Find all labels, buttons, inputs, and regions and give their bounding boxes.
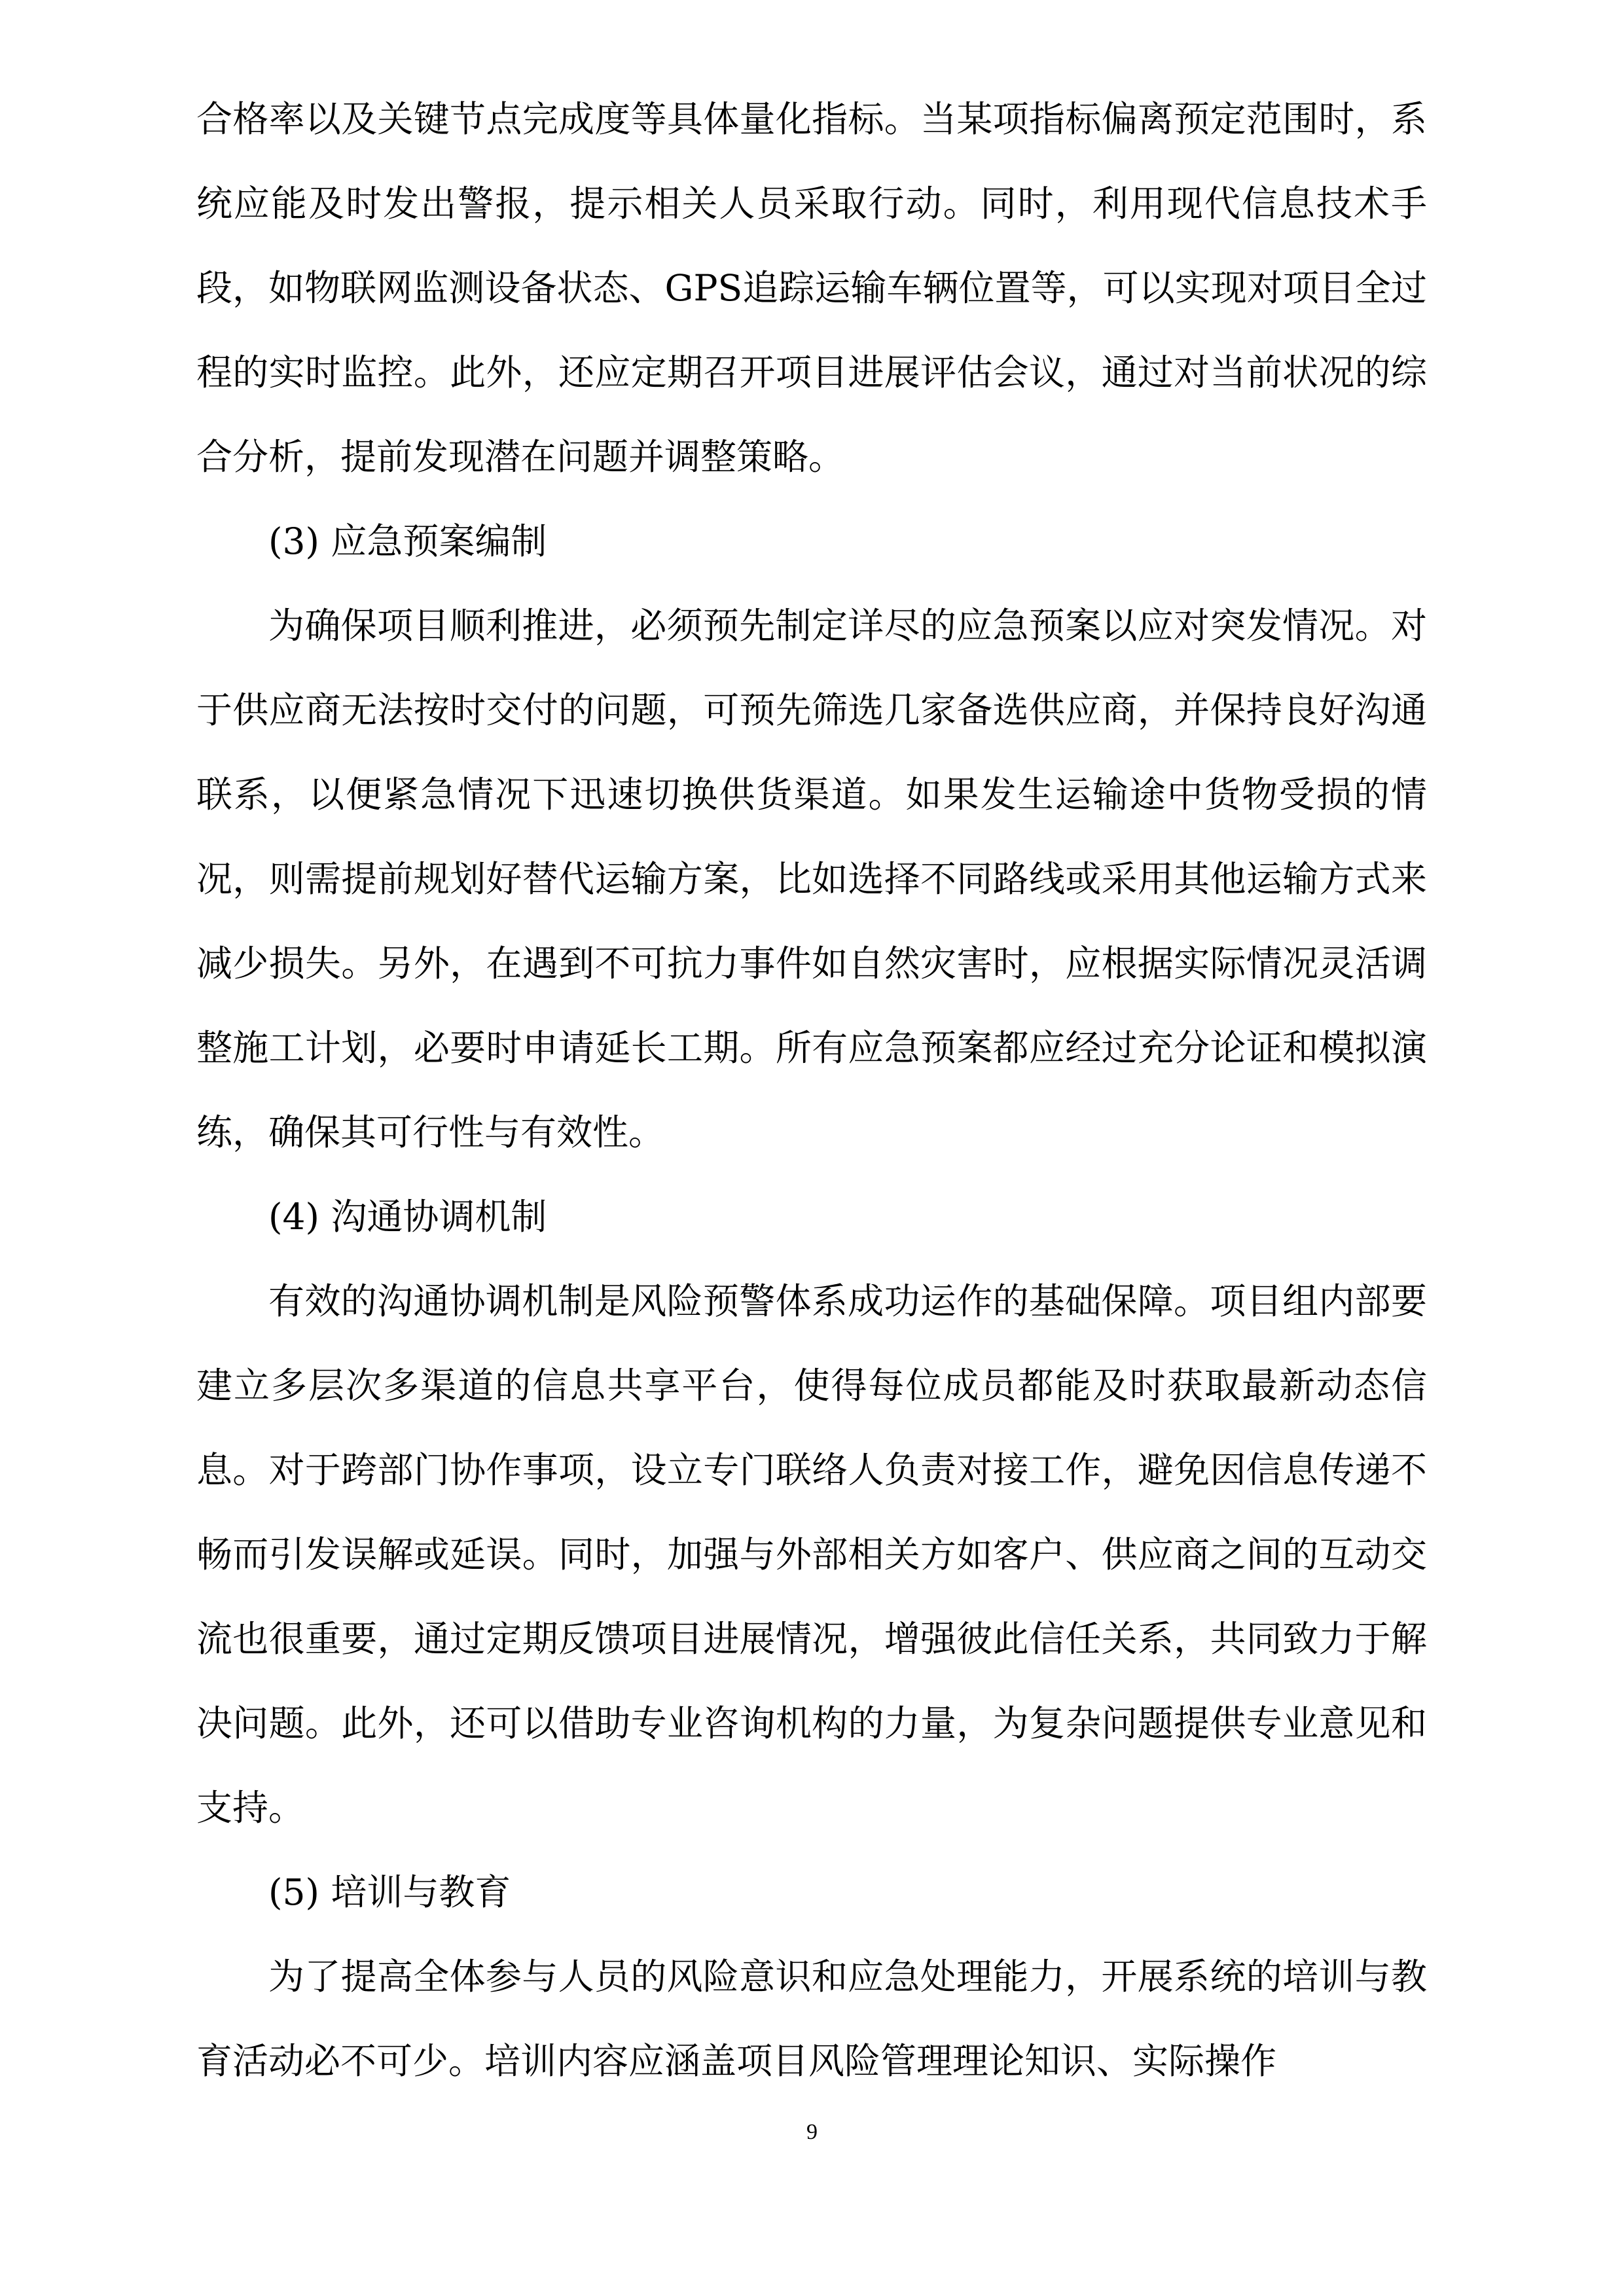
body-paragraph-training: 为了提高全体参与人员的风险意识和应急处理能力，开展系统的培训与教育活动必不可少。培训内容应涵盖项目风险管理理论知识、实际操作 (196, 1956, 1427, 2082)
section-heading-communication: (4) 沟通协调机制 (268, 1196, 547, 1238)
section-heading-training: (5) 培训与教育 (268, 1871, 511, 1913)
page-number: 9 (806, 2120, 818, 2144)
body-paragraph-emergency-plan: 为确保项目顺利推进，必须预先制定详尽的应急预案以应对突发情况。对于供应商无法按时交付的问题，可预先筛选几家备选供应商，并保持良好沟通联系，以便紧急情况下迅速切换供货渠道。如果发生运输途中货物受损的情况，则需提前规划好替代运输方案，比如选择不同路线或采用其他运输方式来减少损失。另外，在遇到不可抗力事件如自然灾害时，应根据实际情况灵活调整施工计划，必要时申请延长工期。所有应急预案都应经过充分论证和模拟演练，确保其可行性与有效性。 (196, 605, 1427, 1153)
page-body (196, 77, 1427, 2104)
section-heading-emergency-plan: (3) 应急预案编制 (268, 520, 547, 562)
body-paragraph-continuation: 合格率以及关键节点完成度等具体量化指标。当某项指标偏离预定范围时，系统应能及时发出警报，提示相关人员采取行动。同时，利用现代信息技术手段，如物联网监测设备状态、GPS追踪运输车辆位置等，可以实现对项目全过程的实时监控。此外，还应定期召开项目进展评估会议，通过对当前状况的综合分析，提前发现潜在问题并调整策略。 (196, 98, 1427, 478)
body-paragraph-communication: 有效的沟通协调机制是风险预警体系成功运作的基础保障。项目组内部要建立多层次多渠道的信息共享平台，使得每位成员都能及时获取最新动态信息。对于跨部门协作事项，设立专门联络人负责对接工作，避免因信息传递不畅而引发误解或延误。同时，加强与外部相关方如客户、供应商之间的互动交流也很重要，通过定期反馈项目进展情况，增强彼此信任关系，共同致力于解决问题。此外，还可以借助专业咨询机构的力量，为复杂问题提供专业意见和支持。 (196, 1280, 1427, 1829)
